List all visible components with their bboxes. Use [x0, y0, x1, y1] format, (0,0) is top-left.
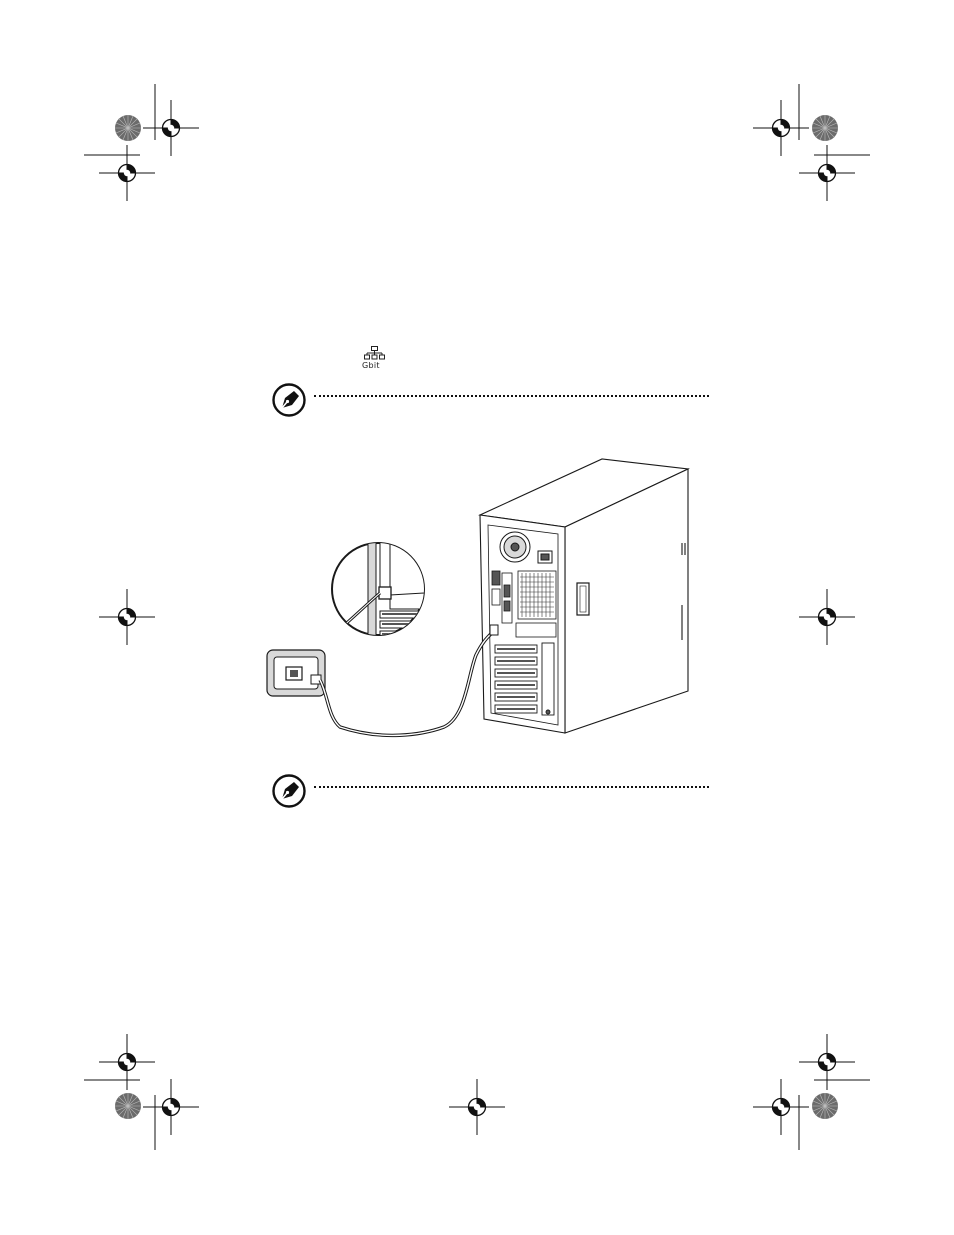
registration-target-icon [143, 100, 199, 156]
network-port-icon [364, 346, 386, 360]
registration-target-icon [99, 589, 155, 645]
registration-target-icon [799, 1034, 855, 1090]
registration-target-icon [99, 145, 155, 201]
color-wheel-icon [812, 1093, 838, 1119]
note-pen-icon [272, 383, 306, 417]
wall-lan-outlet [267, 650, 325, 696]
registration-target-icon [143, 1079, 199, 1135]
magnified-port-callout [332, 539, 432, 639]
note-divider [314, 786, 709, 788]
registration-target-icon [99, 1034, 155, 1090]
registration-target-icon [449, 1079, 505, 1135]
registration-target-icon [753, 1079, 809, 1135]
lan-connection-figure [262, 455, 702, 745]
color-wheel-icon [115, 1093, 141, 1119]
registration-target-icon [753, 100, 809, 156]
note-divider [314, 395, 709, 397]
color-wheel-icon [812, 115, 838, 141]
gbit-label: Gbit [362, 361, 380, 370]
registration-target-icon [799, 589, 855, 645]
color-wheel-icon [115, 115, 141, 141]
registration-target-icon [799, 145, 855, 201]
note-pen-icon [272, 774, 306, 808]
